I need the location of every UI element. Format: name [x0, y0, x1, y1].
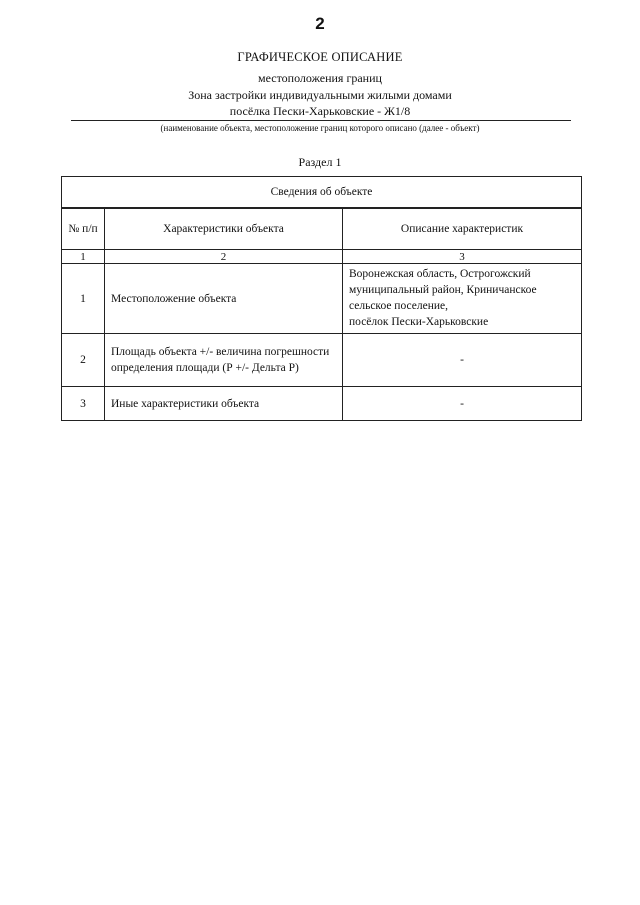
location-line-1: Воронежская область, Острогожский — [349, 268, 531, 280]
section-heading: Раздел 1 — [298, 155, 342, 169]
location-line-2: муниципальный район, Криничанское — [349, 284, 537, 296]
header-underline — [71, 120, 571, 121]
object-caption: (наименование объекта, местоположение границ которого описано (далее - объект) — [160, 123, 480, 133]
location-line-3: сельское поселение, — [349, 300, 448, 312]
row-num: 3 — [62, 387, 105, 421]
row-characteristic: Местоположение объекта — [105, 264, 343, 334]
table-row — [62, 264, 582, 334]
row-description: - — [343, 334, 582, 387]
column-number-3: 3 — [343, 250, 582, 264]
row-num: 1 — [62, 264, 105, 334]
subtitle-line-1: местоположения границ — [258, 71, 382, 85]
table-row — [62, 387, 582, 421]
column-number-row — [62, 250, 582, 264]
column-number-2: 2 — [105, 250, 343, 264]
document-title: ГРАФИЧЕСКОЕ ОПИСАНИЕ — [237, 50, 403, 64]
object-info-table — [61, 176, 582, 421]
table-row — [62, 334, 582, 387]
row-description: - — [343, 387, 582, 421]
subtitle-line-2: Зона застройки индивидуальными жилыми домами — [188, 88, 452, 102]
table-title: Сведения об объекте — [62, 177, 582, 209]
row-characteristic: Площадь объекта +/- величина погрешности определения площади (Р +/- Дельта Р) — [105, 334, 343, 387]
row-num: 2 — [62, 334, 105, 387]
row-description — [343, 264, 582, 334]
header-description: Описание характеристик — [343, 208, 582, 250]
column-number-1: 1 — [62, 250, 105, 264]
header-num: № п/п — [62, 208, 105, 250]
subtitle-line-3: посёлка Пески-Харьковские - Ж1/8 — [229, 104, 411, 118]
header-characteristics: Характеристики объекта — [105, 208, 343, 250]
row-characteristic: Иные характеристики объекта — [105, 387, 343, 421]
location-line-4: посёлок Пески-Харьковские — [349, 316, 489, 328]
table-header-row — [62, 208, 582, 250]
page-number: 2 — [315, 14, 325, 33]
